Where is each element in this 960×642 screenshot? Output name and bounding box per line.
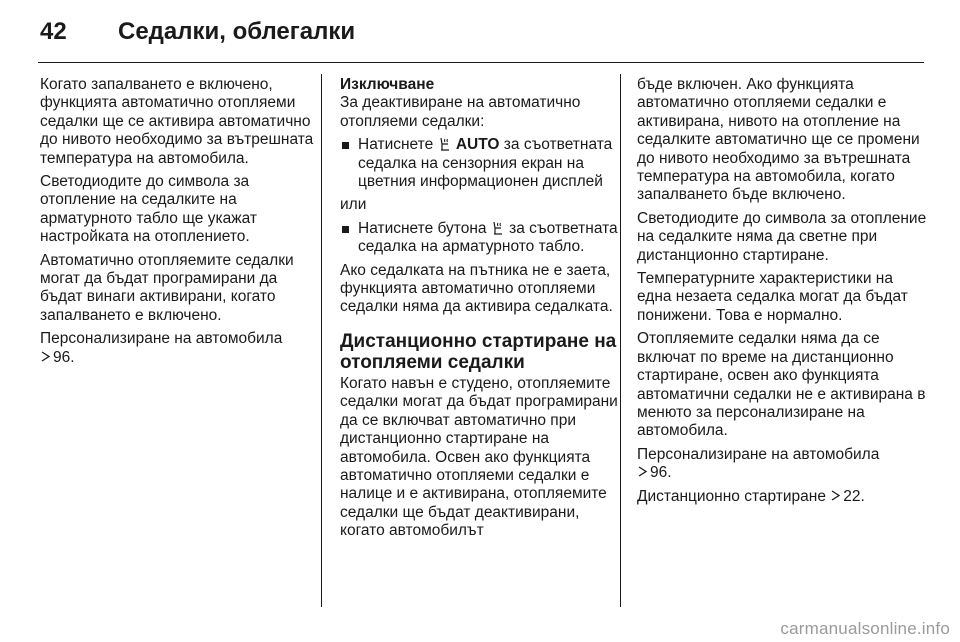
reference-text: Дистанционно стартиране xyxy=(637,487,826,505)
page-header xyxy=(40,18,355,48)
reference-arrow-icon xyxy=(637,466,648,477)
reference-arrow-icon xyxy=(830,490,841,501)
bullet-mark xyxy=(340,220,358,257)
reference-text: Персонализиране на автомобила xyxy=(637,445,880,463)
bullet-text: Натиснете бутона xyxy=(358,219,487,237)
cross-reference[interactable] xyxy=(637,488,927,506)
reference-text: Персонализиране на автомобила xyxy=(40,330,283,348)
or-text: или xyxy=(340,196,367,214)
section-title-remote-start: Дистанционно стартиране на отопляеми седалки xyxy=(340,330,617,373)
cross-reference[interactable] xyxy=(40,330,316,367)
paragraph: Температурните характеристики на една незаета седалка могат да бъдат понижени. Това е нормално. xyxy=(637,270,908,324)
column-divider-2 xyxy=(620,74,621,607)
bullet-text: Натиснете xyxy=(358,136,434,154)
reference-arrow-icon xyxy=(40,351,51,362)
watermark: carmanualsonline.info xyxy=(780,619,950,638)
paragraph: Светодиодите до символа за отопление на седалките на арматурното табло ще укажат настройката на отоплението. xyxy=(40,173,257,246)
paragraph: Отопляемите седалки няма да се включат по време на дистанционно стартиране, освен ако функцията автоматични седалки не е активирана в менюто за персонализиране на автомобила. xyxy=(637,330,926,440)
paragraph: Светодиодите до символа за отопление на седалките няма да светне при дистанционно стартиране. xyxy=(637,209,927,264)
paragraph: Когато запалването е включено, функцията автоматично отопляеми седалки ще се активира автоматично до нивото необходимо за вътрешната температура на автомобила. xyxy=(40,76,314,167)
bullet-mark xyxy=(340,136,358,191)
list-item xyxy=(340,220,618,257)
paragraph: Автоматично отопляемите седалки могат да бъдат програмирани да бъдат винаги активирани, когато запалването е включено. xyxy=(40,251,294,324)
column-divider-1 xyxy=(321,74,322,607)
section-heading-deactivate: Изключване xyxy=(340,76,435,93)
column-1 xyxy=(40,76,316,372)
reference-page: 22. xyxy=(843,487,865,505)
page-number: 42 xyxy=(40,18,67,45)
paragraph: За деактивиране на автоматично отопляеми седалки: xyxy=(340,94,581,130)
heated-seat-icon xyxy=(438,137,452,151)
column-2 xyxy=(340,76,618,546)
auto-label: AUTO xyxy=(455,136,500,154)
reference-page: 96. xyxy=(53,348,75,366)
header-rule xyxy=(38,62,924,63)
paragraph: бъде включен. Ако функцията автоматично отопляеми седалки е активирана, нивото на отопление на седалките автоматично ще се промени до нивото необходимо за вътрешната температура на автомобила, когато запалването бъде включено. xyxy=(637,76,920,204)
page-title: Седалки, облегалки xyxy=(118,18,356,45)
paragraph: Когато навън е студено, отопляемите седалки могат да бъдат програмирани да се включват автоматично при дистанционно стартиране на автомобила. Освен ако функцията автоматично отопляеми седалки е налице и е активирана, отопляемите седалки ще бъдат деактивирани, когато автомобилът xyxy=(340,374,618,540)
cross-reference[interactable] xyxy=(637,446,927,483)
reference-page: 96. xyxy=(650,464,672,482)
bullet-text: за съответната седалка на арматурното табло. xyxy=(358,219,618,256)
column-3 xyxy=(637,76,927,511)
list-item xyxy=(340,136,618,191)
paragraph: Ако седалката на пътника не е заета, функцията автоматично отопляеми седалки няма да активира седалката. xyxy=(340,261,613,316)
heated-seat-icon xyxy=(491,221,505,235)
bullet-text: за съответната седалка на сензорния екран на цветния информационен дисплей xyxy=(358,136,613,191)
